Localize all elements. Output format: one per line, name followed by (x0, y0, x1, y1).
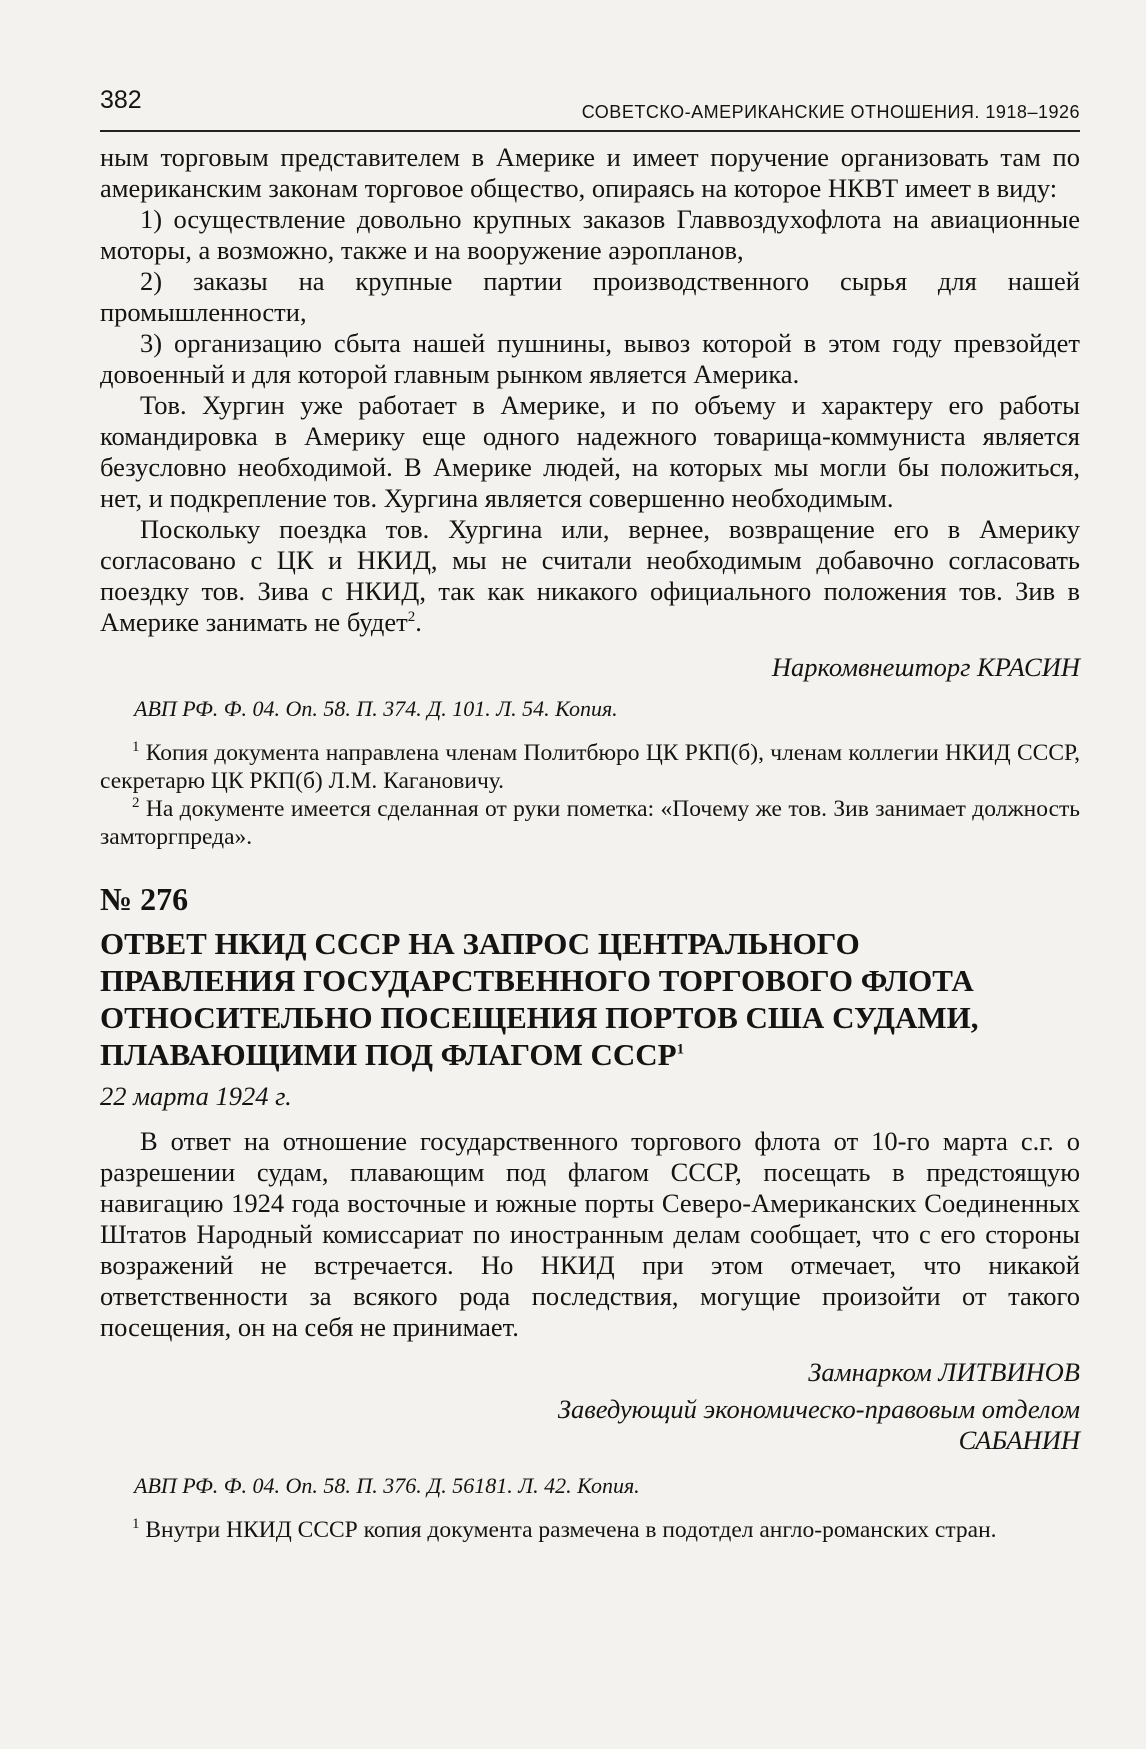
doc275-paragraph-text: Поскольку поездка тов. Хургина или, вернее, возвращение его в Америку согласовано с ЦК и НКИД, мы не считали необходимым добавочно согласовать поездку тов. Зива с НКИД, так как никакого официального положения тов. Зив в Америке занимать не будет (100, 514, 1080, 637)
footnote-ref: 1 (676, 1041, 685, 1058)
doc275-footnote-2 (100, 795, 1080, 851)
running-title: СОВЕТСКО-АМЕРИКАНСКИЕ ОТНОШЕНИЯ. 1918–1926 (581, 102, 1080, 122)
footnote-text: Внутри НКИД СССР копия документа размечена в подотдел англо-романских стран. (139, 1517, 997, 1543)
document-title (100, 925, 1080, 1073)
doc276-signature-1: Замнарком ЛИТВИНОВ (808, 1357, 1080, 1387)
page-content (100, 142, 1080, 1544)
doc275-paragraph (100, 514, 1080, 638)
doc275-paragraph-end: . (415, 607, 422, 637)
doc275-list-item: 1) осуществление довольно крупных заказов Главвоздухофлота на авиационные моторы, а возможно, также и на вооружение аэропланов, (100, 204, 1080, 265)
page-header (100, 86, 1080, 132)
doc276-signature-3: САБАНИН (958, 1425, 1080, 1455)
doc275-footnote-1 (100, 739, 1080, 795)
doc276-footnote-1 (100, 1516, 1080, 1544)
document-title-line: ОТНОСИТЕЛЬНО ПОСЕЩЕНИЯ ПОРТОВ США СУДАМИ, (100, 1000, 979, 1035)
document-number: № 276 (100, 881, 189, 917)
doc275-paragraph: Тов. Хургин уже работает в Америке, и по объему и характеру его работы командировка в Америку еще одного надежного товарища-коммуниста является безусловно необходимой. В Америке людей, на которых мы могли бы положиться, нет, и подкрепление тов. Хургина является совершенно необходимым. (100, 390, 1080, 513)
doc275-archive-source: АВП РФ. Ф. 04. Оп. 58. П. 374. Д. 101. Л. 54. Копия. (134, 696, 618, 721)
document-title-text: ПЛАВАЮЩИМИ ПОД ФЛАГОМ СССР (100, 1037, 677, 1072)
page-number: 382 (100, 86, 142, 114)
footnote-mark: 1 (132, 739, 140, 756)
doc275-signature: Наркомвнешторг КРАСИН (771, 652, 1080, 682)
footnote-text: Копия документа направлена членам Политбюро ЦК РКП(б), членам коллегии НКИД СССР, секретарю ЦК РКП(б) Л.М. Кагановичу. (100, 740, 1080, 794)
footnote-ref: 2 (407, 609, 416, 626)
document-title-line (100, 1036, 1080, 1073)
footnote-mark: 2 (132, 795, 140, 812)
document-title-line: ОТВЕТ НКИД СССР НА ЗАПРОС ЦЕНТРАЛЬНОГО (100, 926, 860, 961)
footnote-text: На документе имеется сделанная от руки пометка: «Почему же тов. Зив занимает должность замторгпреда». (100, 796, 1080, 850)
doc276-archive-source: АВП РФ. Ф. 04. Оп. 58. П. 376. Д. 56181. Л. 42. Копия. (134, 1473, 640, 1498)
document-date: 22 марта 1924 г. (100, 1081, 292, 1111)
doc276-body: В ответ на отношение государственного торгового флота от 10-го марта с.г. о разрешении судам, плавающим под флагом СССР, посещать в предстоящую навигацию 1924 года восточные и южные порты Северо-Американских Соединенных Штатов Народный комиссариат по иностранным делам сообщает, что с его стороны возражений не встречается. Но НКИД при этом отмечает, что никакой ответственности за всякого рода последствия, могущие произойти от такого посещения, он на себя не принимает. (100, 1126, 1080, 1342)
document-title-line: ПРАВЛЕНИЯ ГОСУДАРСТВЕННОГО ТОРГОВОГО ФЛОТА (100, 963, 974, 998)
footnote-mark: 1 (132, 1516, 140, 1533)
doc276-signature-2: Заведующий экономическо-правовым отделом (557, 1394, 1080, 1424)
doc275-list-item: 2) заказы на крупные партии производственного сырья для нашей промышленности, (100, 266, 1080, 327)
doc275-list-item: 3) организацию сбыта нашей пушнины, вывоз которой в этом году превзойдет довоенный и для которой главным рынком является Америка. (100, 328, 1080, 389)
doc275-paragraph: ным торговым представителем в Америке и имеет поручение организовать там по американским законам торговое общество, опираясь на которое НКВТ имеет в виду: (100, 142, 1080, 203)
